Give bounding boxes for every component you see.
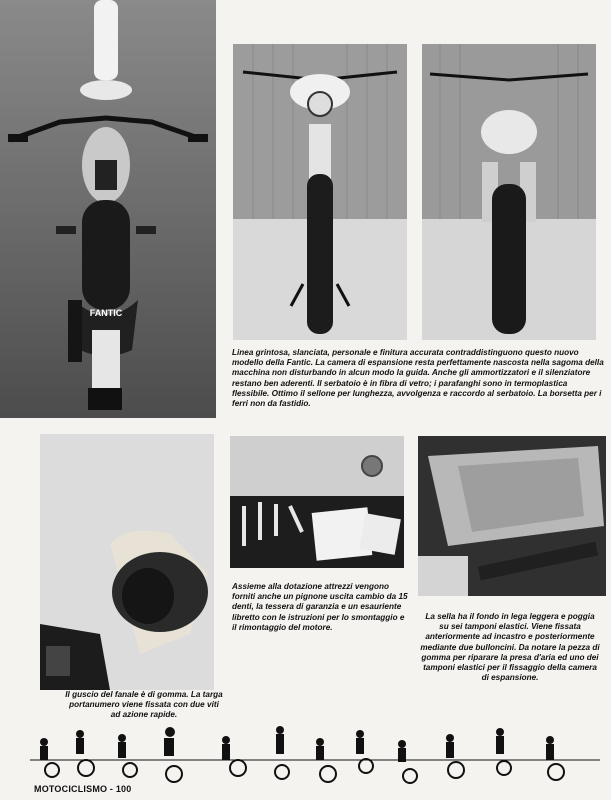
caption-bike-overview: Linea grintosa, slanciata, personale e finitura accurata contraddistinguono questo nuovo modello della Fantic. La camera di espansione resta perfettamente nascosta nella sagoma della macchina non disturbando in alcun modo la guida. Anche gli ammortizzatori e il silenziatore restano ben aderenti. Il serbatoio è in fibra di vetro; i parafanghi sono in termoplastica flessibile. Ottimo il sellone per lunghezza, avvolgenza e raccordo al serbatoio. La borsetta per i ferri non da fastidio. xyxy=(232,348,604,409)
riders-strip-illustration xyxy=(30,720,600,790)
photo-headlight-shell xyxy=(40,434,214,690)
photo-seat-underside xyxy=(418,436,606,596)
seat-underside-illustration xyxy=(418,436,606,596)
caption-seat: La sella ha il fondo in lega leggera e poggia su sei tamponi elastici. Viene fissata anteriormente ad incastro e posteriormente mediante due bulloncini. Da notare la pezza di gomma per riparare la presa d'aria ed uno dei tamponi elastici per il fissaggio della camera di espansione. xyxy=(420,612,600,683)
bike-rear-view-illustration xyxy=(422,44,596,340)
tool-kit-illustration xyxy=(230,436,404,568)
bike-top-view-illustration xyxy=(0,0,216,418)
photo-bike-front-view xyxy=(233,44,407,340)
caption-tool-kit: Assieme alla dotazione attrezzi vengono forniti anche un pignone uscita cambio da 15 denti, la tessera di garanzia e un esauriente libretto con le istruzioni per lo smontaggio e il rimontaggio del motore. xyxy=(232,582,408,632)
bike-front-view-illustration xyxy=(233,44,407,340)
page-footer-label: MOTOCICLISMO - 100 xyxy=(34,784,132,794)
photo-bike-top-view xyxy=(0,0,216,418)
caption-headlight: Il guscio del fanale è di gomma. La targa portanumero viene fissata con due viti ad azione rapide. xyxy=(65,690,223,720)
photo-tool-kit xyxy=(230,436,404,568)
photo-bike-rear-view xyxy=(422,44,596,340)
headlight-illustration xyxy=(40,434,214,690)
tank-brand-text: FANTIC xyxy=(89,308,123,318)
